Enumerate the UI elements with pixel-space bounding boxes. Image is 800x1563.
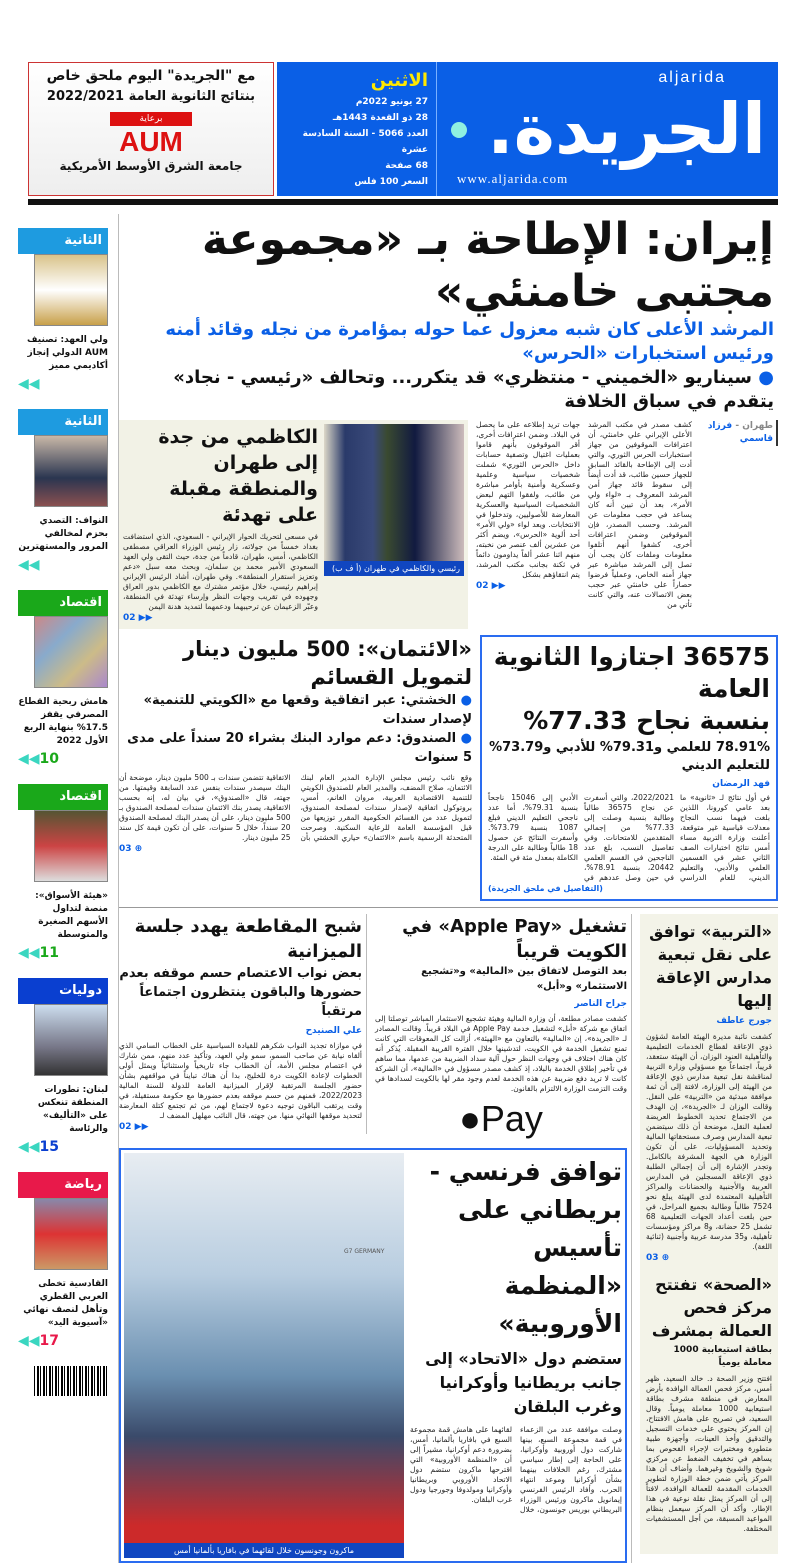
europe-headline[interactable]: توافق فرنسي - بريطاني على تأسيس «المنظمة الأوروبية» bbox=[429, 1157, 622, 1338]
lead-bullet: سيناريو «الخميني - منتظري» قد يتكرر... وتحالف «رئيسي - نجاد» يتقدم في سباق الخلافة bbox=[173, 367, 774, 412]
results-body: في أول نتائج لـ «ثانوية» ما بعد عامي كورونا، اللذين بلغت فيهما نسب النجاح معدلات قياسية غير متوقعة، أعلنت وزارة التربية مساء أمس نتائج اختبارات الصف الثاني عشر في القسمين العلمي والأدبي، والتعليم الديني، للعام الدراسي 2022/2021، والتي أسفرت عن نجاح 36575 طالباً وطالبة بنسبة وصلت إلى 77.33% من إجمالي المتقدمين للامتحانات. وفي تفاصيل النسب، بلغ عدد الناجحين في القسم العلمي 20442، بنسبة 78.91%، في حين وصل عددهم في الأدبي إلى 15046 ناجحاً بنسبة 79.31%، أما عدد ناجحي التعليم الديني فبلغ 1087 بنسبة 73.79%. وأسفرت النتائج عن حصول 18 طالباً وطالبة على الدرجة الكاملة بمعدل مئة في المئة. bbox=[488, 793, 770, 882]
lead-page-ref[interactable]: 02 ▶▶ bbox=[476, 581, 506, 591]
applepay-headline[interactable]: تشغيل «Apple Pay» في الكويت قريباً bbox=[402, 916, 627, 962]
lebanon-photo bbox=[34, 1004, 108, 1076]
sidebar-teaser-4[interactable] bbox=[18, 784, 108, 962]
supplement-ad[interactable] bbox=[28, 62, 274, 196]
applepay-subhead: بعد التوصل لاتفاق بين «المالية» و«تشجيع الاستثمار» و«أبل» bbox=[421, 966, 627, 992]
section-label: اقتصاد bbox=[18, 784, 108, 810]
logo-area bbox=[437, 62, 778, 196]
row-divider bbox=[119, 907, 778, 908]
arrow-icon: ◀◀ bbox=[18, 751, 40, 767]
photo-caption: ماكرون وجونسون خلال لقائهما في بافاريا بألمانيا أمس bbox=[124, 1543, 404, 1558]
results-headline-2[interactable]: بنسبة نجاح 77.33% bbox=[523, 706, 770, 735]
ad-university: جامعة الشرق الأوسط الأمريكية bbox=[59, 159, 243, 173]
tarbiya-byline: جورج عاطف bbox=[716, 1016, 772, 1026]
kadhimi-box bbox=[119, 420, 468, 629]
boycott-body: في موازاة تجديد النواب شكرهم للقيادة السياسية على الخطاب السامي الذي ألقاه نيابة عن صاحب السمو، سمو ولي العهد، وتأكيد عدد منهم، ممن شارك في اعتصام مجلس الأمة، أن الخطاب جاء تاريخياً واستثنائياً ويمثل أولى الخطوات لإعادة الكويت درة للخليج، بدا أن هناك تبايناً في مواقفهم بشأن حضور الجلسة المرتقبة لإقرار الميزانية العامة للدولة للسنة المالية 2022/2023، فمنهم من حسم موقفه بعدم حضورها مع حكومة مستقيلة، في وقت يرتقب الباقون توجيه دعوة لاجتماع لهم، من ثم تجتمع كتلة المعارضة لتحديد موقفها النهائي منها. من جهته، قال النائب مهلهل المضف لـ bbox=[119, 1041, 362, 1120]
lower-row bbox=[119, 914, 778, 1563]
arrow-icon: ◀◀ bbox=[18, 1333, 40, 1349]
lead-col2-wrap bbox=[476, 420, 580, 593]
etimaan-body: وقع نائب رئيس مجلس الإدارة المدير العام لبنك الائتمان، صلاح المضف، والمدير العام للصندوق الكويتي للتنمية الاقتصادية العربية، مروان الغانم، أمس، بروتوكول اتفاقية لإصدار سندات لمصلحة الصندوق، لتمويل عدد من القسائم الحكومية المقرر توزيعها من قبل المؤسسة العامة للرعاية السكنية. وصرحت المتحدثة الرسمية باسم «الائتمان» حياري الخشتي بأن الاتفاقية تتضمن سندات بـ 500 مليون دينار، موضحة أن البنك سيصدر سندات بنفس عدد السابقة وقيمتها. من جهته، قال «الصندوق»، في بيان له، إنه بحسب الاتفاقية، يصدر بنك الائتمان سندات لمصلحة الصندوق بـ 500 مليون دينار، على أن يصدر البنك لمصلحة الصندوق 20 سنداً، خلال 5 سنوات، على أن تكون قيمة كل سند 25 مليون دينار. bbox=[119, 773, 472, 842]
page-number: 03 bbox=[646, 1253, 659, 1263]
page-number: 02 bbox=[123, 613, 136, 623]
kadhimi-page-ref[interactable]: 02 ▶▶ bbox=[123, 613, 153, 623]
page-number: 03 bbox=[119, 844, 132, 854]
europe-body: وصلت موافقة عدد من الزعماء في قمة مجموعة السبع، بينها شاركت دول أوروبية وأوكرانيا، على الحاجة إلى إطار سياسي مشترك، رغم الخلافات بينهما بشأن أوكرانيا وموعد انتهاء الحرب. وأفاد الرئيس الفرنسي إيمانويل ماكرون ورئيس الوزراء البريطاني بوريس جونسون، خلال لقائهما على هامش قمة مجموعة السبع في بافاريا بألمانيا، أمس، بضرورة دعم أوكرانيا، مشيراً إلى أن «المنظمة الأوروبية» التي اقترحها ماكرون ستضم دول الاتحاد الأوروبي وبريطانيا وأوكرانيا ومولدوفا وجورجيا ودول غرب البلقان. bbox=[410, 1425, 622, 1514]
results-byline: فهد الرمضان bbox=[712, 779, 770, 789]
kadhimi-headline[interactable]: الكاظمي من جدة إلى طهران والمنطقة مقبلة على تهدئة bbox=[158, 426, 318, 526]
police-photo bbox=[34, 435, 108, 507]
sidebar-teaser-2[interactable] bbox=[18, 409, 108, 574]
etimaan-story bbox=[119, 635, 472, 856]
results-box bbox=[480, 635, 778, 901]
etimaan-bullet-2: الصندوق: دعم موارد البنك بشراء 20 سنداً على مدى 5 سنوات bbox=[127, 731, 472, 765]
date-hijri: 28 ذو القعدة 1443هـ bbox=[332, 113, 428, 123]
handball-photo bbox=[34, 1198, 108, 1270]
etimaan-headline[interactable]: «الائتمان»: 500 مليون دينار لتمويل القسائم bbox=[183, 637, 472, 689]
etimaan-bullet-1: الخشتي: عبر اتفاقية وقعها مع «الكويتي للتنمية» لإصدار سندات bbox=[143, 693, 472, 727]
section-label: اقتصاد bbox=[18, 590, 108, 616]
lead-byline bbox=[700, 420, 778, 446]
ad-line1: مع "الجريدة" اليوم ملحق خاص bbox=[46, 68, 256, 84]
teaser-text: هامش ربحية القطاع المصرفي يقفز 17.5% بنهاية الربع الأول 2022 bbox=[18, 697, 108, 746]
apple-icon: ● bbox=[459, 1098, 481, 1139]
arrow-icon: ◀◀ bbox=[18, 376, 40, 392]
bullet-icon: ● bbox=[752, 367, 774, 388]
photo-caption: رئيسي والكاظمي في طهران (أ ف ب) bbox=[324, 561, 464, 576]
lead-bullet-line bbox=[119, 366, 778, 414]
page-ref[interactable]: 11 bbox=[39, 945, 60, 961]
barcode bbox=[34, 1366, 108, 1396]
tarbiya-page-ref[interactable]: 03 ⊕ bbox=[646, 1253, 670, 1263]
bullet-icon: ● bbox=[456, 693, 472, 708]
byline-name: فرزاد قاسمي bbox=[707, 421, 773, 444]
results-subhead: 78.91% للعلمي و79.31% للأدبي و73.79% للتعليم الديني bbox=[489, 740, 770, 773]
page-number: 02 bbox=[476, 581, 489, 591]
boycott-story bbox=[119, 914, 367, 1134]
teaser-text: القادسية تخطى العربي القطري وتأهل لنصف نهائي «آسيوية اليد» bbox=[23, 1279, 108, 1328]
newspaper-logo: الجريدة. bbox=[487, 88, 766, 170]
boycott-headline[interactable]: شبح المقاطعة يهدد جلسة الميزانية bbox=[134, 916, 362, 962]
stock-exchange-photo bbox=[34, 810, 108, 882]
tarbiya-body: كشفت نائبة مديرة الهيئة العامة لشؤون ذوي الإعاقة لقطاع الخدمات التعليمية والتأهيلية العنود الوزان، أن الهيئة ستعقد، قريباً، اجتماعاً مع مسؤولي وزارة التربية لمناقشة نقل تبعية مدارس ذوي الإعاقة من الهيئة إلى الوزارة، لافتة إلى أن ثمة موافقة مبدئية من «التربية» على النقل. وقالت الوزان لـ «الجريدة»، إن الهدف من الاجتماع تحديد الخطوط العريضة لعملية النقل، موضحة أن ذلك سيتضمن تبعية المدارس وصرف مستحقاتها المالية وتحديد المسؤوليات، على أن تكون الوزارة هي الجهة المشرفة بالكامل. وتجدر الإشارة إلى أن إجمالي الطلبة ذوي الإعاقة المسجلين في المدارس العربية والأجنبية والحضانات والمراكز التأهيلية المعتمدة لدى الهيئة يبلغ نحو 7524 طالباً وطالبة بجميع المراحل، في حين بلغت أعداد الجهات التعليمية 68 تشمل 25 حضانة، و8 مراكز ومؤسسات تأهيلية، و35 مدرسة عربية وأجنبية (ثنائية اللغة). bbox=[646, 1032, 772, 1251]
health-body: افتتح وزير الصحة د. خالد السعيد، ظهر أمس، مركز فحص العمالة الوافدة بأرض المعارض في منطقة مشرف بطاقة استيعابية 1000 معاملة يومياً. وقال السعيد، في تصريح على هامش الافتتاح، إن المركز يحتوي على خدمات التسجيل والتدقيق وأخذ العينات، وأجهزة طبية متطورة ومختبرات لإجراء الفحوص بما يساهم في تخفيف الضغط عن مركزي شويخ والشويخ وغيرهما. وأضاف أن هذا المركز يأتي ضمن خطة الوزارة لتطوير الخدمات المقدمة للعمالة الوافدة، لافتاً إلى أن المركز يمثل نقلة نوعية في هذا الإطار. وأكد أن المركز سيعمل بنظام المواعيد المسبقة، من أجل المستشفيات المختلفة. bbox=[646, 1374, 772, 1533]
boycott-byline: علي الصنيدح bbox=[305, 1026, 362, 1036]
issue-info bbox=[277, 62, 437, 196]
page-ref[interactable]: 15 bbox=[39, 1139, 60, 1155]
left-area bbox=[119, 914, 632, 1563]
sidebar-teaser-3[interactable] bbox=[18, 590, 108, 768]
etimaan-bullet-line-2 bbox=[119, 729, 472, 767]
europe-subhead: ستضم دول «الاتحاد» إلى جانب بريطانيا وأوكرانيا وغرب البلقان bbox=[425, 1349, 622, 1416]
europe-box bbox=[119, 1148, 627, 1563]
health-headline[interactable]: «الصحة» تفتتح مركز فحص العمالة بمشرف bbox=[651, 1275, 772, 1340]
results-more-link[interactable]: (التفاصيل في ملحق الجريدة) bbox=[488, 884, 603, 893]
sidebar-teaser-5[interactable] bbox=[18, 978, 108, 1156]
crown-prince-photo bbox=[34, 254, 108, 326]
arrow-icon: ◀◀ bbox=[18, 557, 40, 573]
price: السعر 100 فلس bbox=[354, 177, 428, 187]
etimaan-bullet-line-1 bbox=[119, 691, 472, 729]
logo-text: Pay bbox=[480, 1098, 543, 1139]
teaser-text: لبنان: تطورات المنطقة تنعكس على «التأليف» والرئاسة bbox=[37, 1085, 108, 1134]
teaser-text: النواف: التصدي بحزم لمخالفي المرور والمستهترين bbox=[18, 516, 108, 552]
boycott-page-ref[interactable]: 02 ▶▶ bbox=[119, 1122, 149, 1132]
lead-headline[interactable]: إيران: الإطاحة بـ «مجموعة مجتبى خامنئي» bbox=[201, 214, 774, 317]
right-column bbox=[640, 914, 778, 1554]
europe-text bbox=[410, 1153, 622, 1558]
ad-sponsor-label: برعاية bbox=[110, 112, 193, 126]
bullet-icon: ● bbox=[456, 731, 472, 746]
arrow-icon: ◀◀ bbox=[18, 945, 40, 961]
teaser-text: ولي العهد: تصنيف AUM الدولي إنجاز أكاديمي مميز bbox=[27, 335, 108, 371]
section-label: رياضة bbox=[18, 1172, 108, 1198]
page-number: 02 bbox=[119, 1122, 132, 1132]
apple-pay-logo bbox=[375, 1098, 627, 1140]
ad-line2: بنتائج الثانوية العامة 2022/2021 bbox=[46, 89, 256, 104]
currency-photo bbox=[34, 616, 108, 688]
applepay-story bbox=[375, 914, 627, 1140]
kadhimi-raisi-photo bbox=[324, 424, 464, 576]
logo-dot-icon bbox=[451, 122, 467, 138]
date-gregorian: 27 يونيو 2022م bbox=[355, 97, 428, 107]
header bbox=[28, 62, 778, 205]
logo-latin: aljarida bbox=[658, 69, 726, 86]
photo-backdrop-sign: G7 GERMANY bbox=[344, 1248, 385, 1255]
lead-col1: كشف مصدر في مكتب المرشد الأعلى الإيراني علي خامنئي، أن اعترافات الموقوفين من جهاز استخبارات الحرس الثوري، والتي أدت إلى الإطاحة بالقائد السابق للجهاز حسين طائب، قد أدت أيضاً إلى سقوط قائد جهاز أمن المرشد المعروف بـ «لواء ولي الأمر»، بعد أن تبين أنه كان يساعد في حجب معلومات عن المرشد. وحسب المصدر، فإن الموقوفين وضمن اعترافات أخرى، كشفوا أنهم أتلفوا معلومات وملفات كان يجب أن تصل إلى المرشد مباشرة عبر جهاز أمنه الخاص، وعملياً فرضوا حصاراً على خامنئي عبر حجب بعض الاتصالات عنه، والتي كانت تأتي من bbox=[588, 420, 692, 609]
main-content bbox=[118, 214, 778, 1563]
lead-subhead: المرشد الأعلى كان شبه معزول عما حوله بمؤامرة من نجله وقائد أمنه ورئيس استخبارات «الحرس» bbox=[165, 319, 774, 364]
health-subhead: بطاقة استيعابية 1000 معاملة يومياً bbox=[673, 1345, 772, 1368]
lead-col2: جهات تريد إطلاعه على ما يحصل في البلاد. وضمن اعترافات أخرى، أقر الموقوفون بأنهم قاموا بعمليات اغتيال وتصفية حسابات داخل «الحرس الثوري» شملت شخصيات سياسية وعلمية وعسكرية وأمنية بأوامر مباشرة من طائب، ولفقوا التهم لبعض الشخصيات السياسية والعسكرية المعارضة للأصوليين، وتدخلوا في الانتخابات. ويعد لواء «ولي الأمر» أحد ألوية «الحرس»، ويضم أكثر من عشرين ألف عنصر من نخبته، منهم اثنا عشر ألفاً يداومون دائماً في ثكنة بجانب مكتب المرشد، يتم انتقاؤهم بشكل bbox=[476, 420, 580, 579]
section-label: الثانية bbox=[18, 409, 108, 435]
masthead-divider bbox=[28, 199, 778, 205]
section-label: دوليات bbox=[18, 978, 108, 1004]
sidebar bbox=[18, 228, 108, 1396]
teaser-text: «هيئة الأسواق»: منصة لتداول الأسهم الصغيرة والمتوسطة bbox=[35, 891, 108, 940]
issue-day: الاثنين bbox=[370, 70, 428, 91]
kadhimi-text bbox=[123, 424, 318, 625]
section-label: الثانية bbox=[18, 228, 108, 254]
macron-johnson-photo bbox=[124, 1153, 404, 1558]
arrow-icon: ◀◀ bbox=[18, 1139, 40, 1155]
applepay-body: كشفت مصادر مطلعة، أن وزارة المالية وهيئة تشجيع الاستثمار المباشر توصلتا إلى اتفاق مع شركة «أبل» لتشغيل خدمة Apple Pay في البلاد قريباً. وقالت المصادر لـ «الجريدة»، إن «المالية» بالتعاون مع «الهيئة»، أزالت كل المعوقات التي كانت تمنع تشغيل الخدمة في الكويت، لتدشينها خلال الفترة القريبة المقبلة. يُذكر أنه كان هناك اختلاف في وجهات النظر حول آلية سداد الضريبة من عدمها، مما ساهم في تأخير إطلاق الخدمة بالبلاد، إذ كشف مصدر مسؤول في «المالية»، أن الشركة كانت لا تريد دفع ضريبة عن هذه الخدمة لعدم وجود مقر لها بالكويت لسدادها في وقت التزمت الوزارة الالتزام بالقانون. bbox=[375, 1014, 627, 1093]
results-headline-1[interactable]: 36575 اجتازوا الثانوية العامة bbox=[493, 642, 770, 703]
apple-boycott-row bbox=[119, 914, 627, 1140]
sidebar-teaser-1[interactable] bbox=[18, 228, 108, 393]
page-ref[interactable]: 17 bbox=[39, 1333, 60, 1349]
issue-number: العدد 5066 - السنة السادسة عشرة bbox=[302, 129, 428, 155]
kadhimi-body: في مسعى لتحريك الحوار الإيراني - السعودي، الذي استضافت بغداد خمساً من جولاته، زار رئيس الوزراء العراقي مصطفى الكاظمي، أمس، طهران، قادماً من جدة، حيث التقى ولي العهد السعودي الأمير محمد بن سلمان، وبحث معه سبل «دعم وتعزيز استقرار المنطقة». وفي طهران، أشاد الرئيس الإيراني إبراهيم رئيسي، خلال مؤتمر مشترك مع الكاظمي بدور العراق وجهوده في تقريب وجهات النظر وإرساء تهدئة في المنطقة، وعبّر الزعيمان عن ترحيبهما ودعمهما لتمديد هدنة اليمن bbox=[123, 532, 318, 611]
applepay-byline: جراح الناصر bbox=[574, 999, 627, 1009]
page-count: 68 صفحة bbox=[385, 161, 428, 171]
lead-row bbox=[119, 420, 778, 629]
aum-logo: AUM bbox=[119, 126, 183, 157]
sidebar-teaser-6[interactable] bbox=[18, 1172, 108, 1350]
results-row bbox=[119, 635, 778, 901]
page-ref[interactable]: 10 bbox=[39, 751, 60, 767]
byline-place: طهران - bbox=[735, 421, 773, 431]
website-link[interactable]: www.aljarida.com bbox=[457, 171, 569, 186]
etimaan-page-ref[interactable]: 03 ⊕ bbox=[119, 844, 143, 854]
boycott-subhead: بعض نواب الاعتصام حسم موقفه بعدم حضورها والباقون ينتظرون اجتماعاً مرتقباً bbox=[119, 966, 362, 1019]
tarbiya-headline[interactable]: «التربية» توافق على نقل تبعية مدارس الإعاقة إليها bbox=[649, 922, 772, 1010]
masthead bbox=[277, 62, 778, 196]
